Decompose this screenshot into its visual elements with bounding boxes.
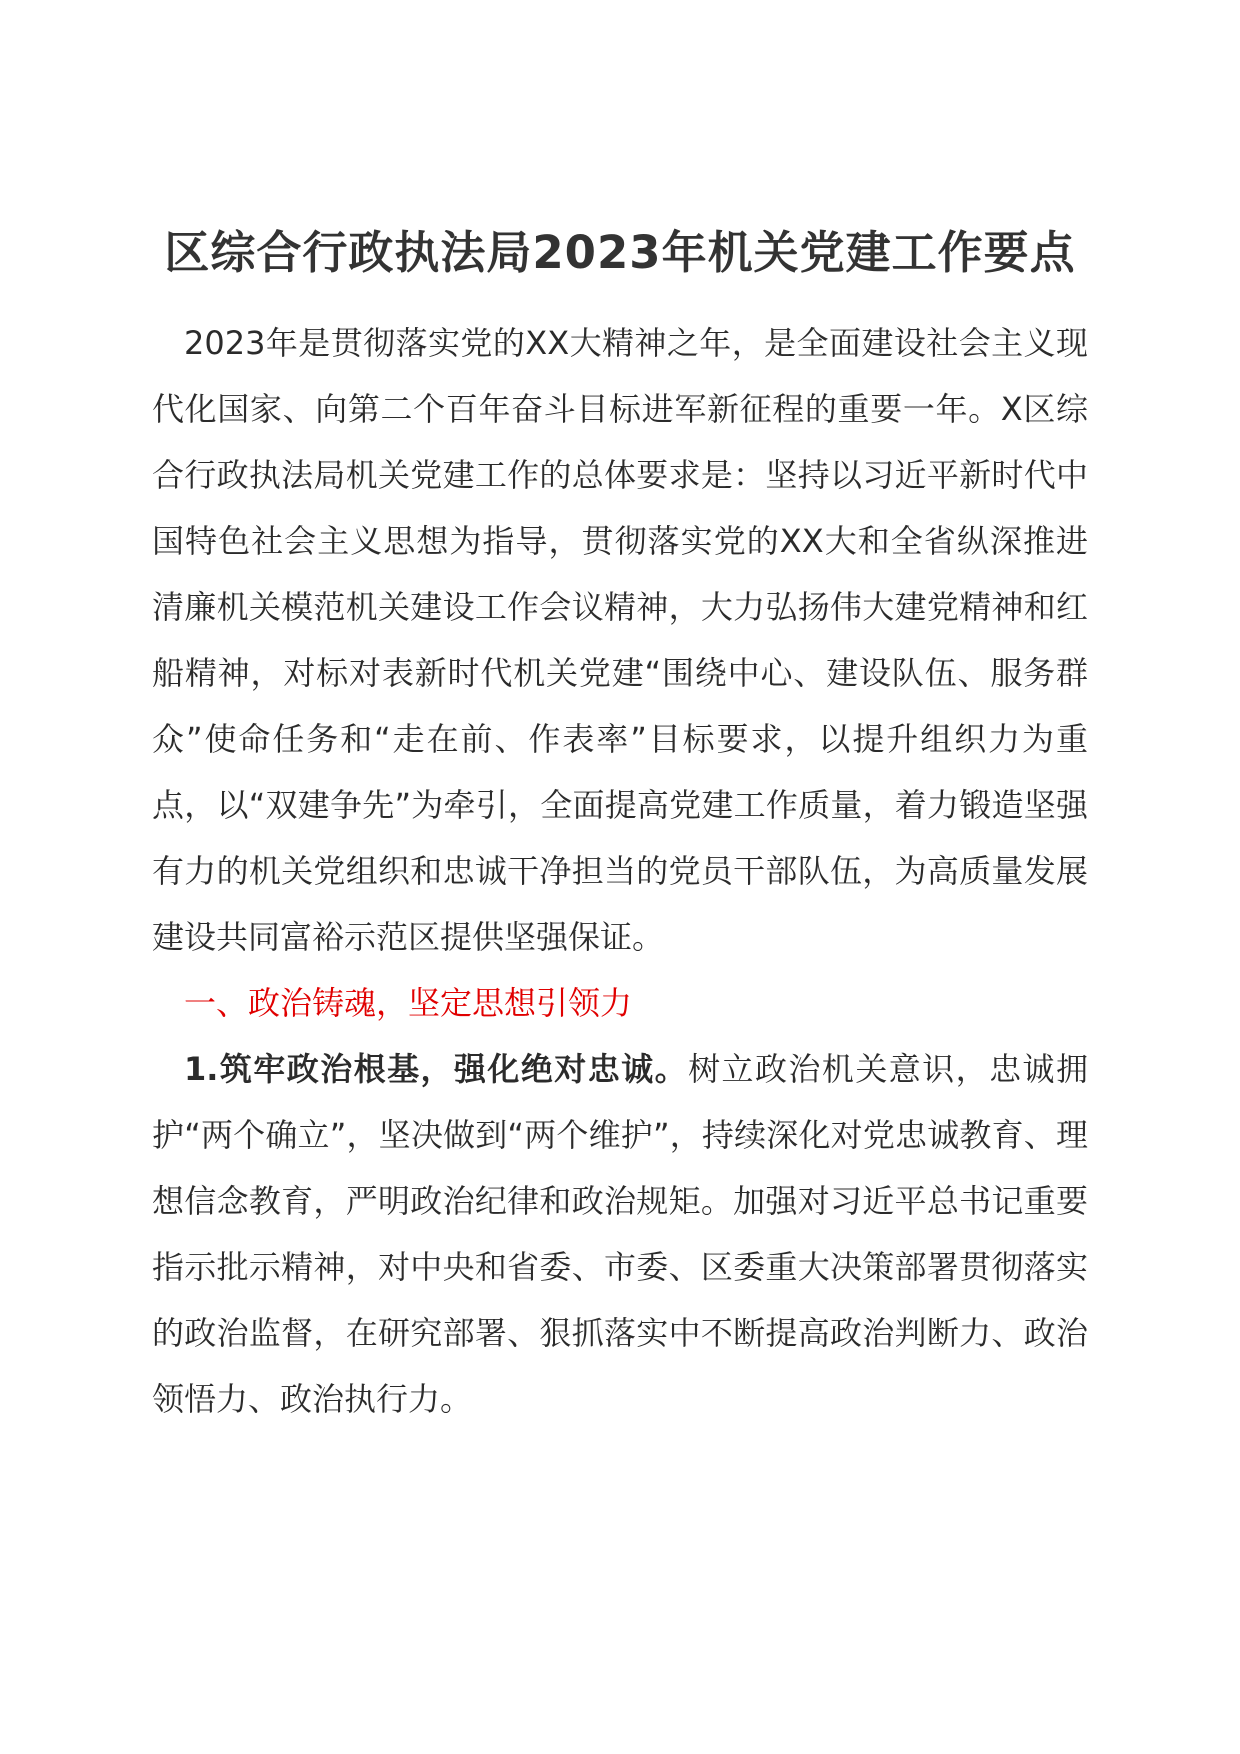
item-lead: 1.筑牢政治根基，强化绝对忠诚。 [184,1050,689,1088]
section-heading: 一、政治铸魂，坚定思想引领力 [184,984,633,1022]
item-body: 树立政治机关意识，忠诚拥护“两个确立”，坚决做到“两个维护”，持续深化对党忠诚教育、理想信念教育，严明政治纪律和政治规矩。加强对习近平总书记重要指示批示精神，对中央和省委、市委、区委重大决策部署贯彻落实的政治监督，在研究部署、狠抓落实中不断提高政治判断力、政治领悟力、政治执行力。 [152,1050,1088,1418]
item-paragraph [152,1036,1088,1432]
document-title: 区综合行政执法局2023年机关党建工作要点 [164,226,1076,279]
intro-paragraph: 2023年是贯彻落实党的XX大精神之年，是全面建设社会主义现代化国家、向第二个百年奋斗目标进军新征程的重要一年。X区综合行政执法局机关党建工作的总体要求是：坚持以习近平新时代中国特色社会主义思想为指导，贯彻落实党的XX大和全省纵深推进清廉机关模范机关建设工作会议精神，大力弘扬伟大建党精神和红船精神，对标对表新时代机关党建“围绕中心、建设队伍、服务群众”使命任务和“走在前、作表率”目标要求，以提升组织力为重点，以“双建争先”为牵引，全面提高党建工作质量，着力锻造坚强有力的机关党组织和忠诚干净担当的党员干部队伍，为高质量发展建设共同富裕示范区提供坚强保证。 [152,324,1088,956]
document-page [152,218,1088,1432]
